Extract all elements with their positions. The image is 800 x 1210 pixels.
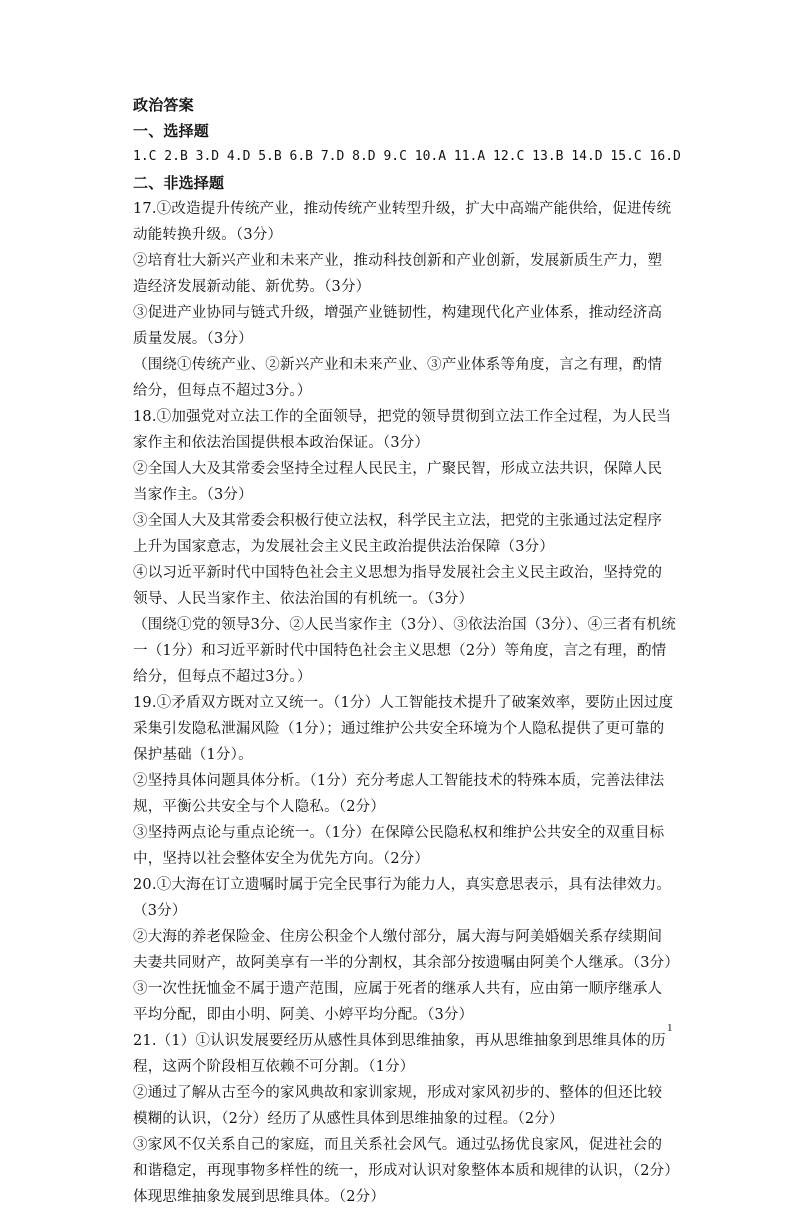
answer-line: （围绕①传统产业、②新兴产业和未来产业、③产业体系等角度，言之有理，酌情给分，但每点不超过3分。） (133, 357, 663, 399)
answer-line: ②培育壮大新兴产业和未来产业，推动科技创新和产业创新，发展新质生产力，塑造经济发展新动能、新优势。（3分） (133, 253, 663, 295)
answer-line: ③促进产业协同与链式升级，增强产业链韧性，构建现代化产业体系，推动经济高质量发展。（3分） (133, 305, 663, 347)
section-heading-nonchoice: 二、非选择题 (133, 174, 225, 192)
answer-lines (133, 196, 680, 1210)
answer-line: ②通过了解从古至今的家风典故和家训家规，形成对家风初步的、整体的但还比较模糊的认识，（2分）经历了从感性具体到思维抽象的过程。（2分） (133, 1085, 663, 1127)
answer-line: 21.（1）①认识发展要经历从感性具体到思维抽象，再从思维抽象到思维具体的历程，这两个阶段相互依赖不可分割。（1分） (133, 1033, 666, 1075)
answer-line: （围绕①党的领导3分、②人民当家作主（3分）、③依法治国（3分）、④三者有机统一（1分）和习近平新时代中国特色社会主义思想（2分）等角度，言之有理，酌情给分，但每点不超过3分。） (133, 617, 676, 685)
answer-line: ②全国人大及其常委会坚持全过程人民民主，广聚民智，形成立法共识，保障人民当家作主。（3分） (133, 461, 663, 503)
answer-line: ③一次性抚恤金不属于遗产范围，应属于死者的继承人共有，应由第一顺序继承人平均分配，即由小明、阿美、小婷平均分配。（3分） (133, 981, 663, 1023)
answer-line: 19.①矛盾双方既对立又统一。（1分）人工智能技术提升了破案效率，要防止因过度采集引发隐私泄漏风险（1分）；通过维护公共安全环境为个人隐私提供了更可靠的保护基础（1分）。 (133, 695, 674, 763)
page-number: 1 (667, 1022, 673, 1034)
answer-line: ②坚持具体问题具体分析。（1分）充分考虑人工智能技术的特殊本质，完善法律法规，平衡公共安全与个人隐私。（2分） (133, 773, 665, 815)
answer-line: 17.①改造提升传统产业，推动传统产业转型升级，扩大中高端产能供给，促进传统动能转换升级。（3分） (133, 201, 672, 243)
answer-line: 18.①加强党对立法工作的全面领导，把党的领导贯彻到立法工作全过程，为人民当家作主和依法治国提供根本政治保证。（3分） (133, 409, 672, 451)
answer-line: ②大海的养老保险金、住房公积金个人缴付部分，属大海与阿美婚姻关系存续期间夫妻共同财产，故阿美享有一半的分割权，其余部分按遗嘱由阿美个人继承。（3分） (133, 929, 680, 971)
answer-line: ③全国人大及其常委会积极行使立法权，科学民主立法，把党的主张通过法定程序上升为国家意志，为发展社会主义民主政治提供法治保障（3分） (133, 513, 663, 555)
section-heading-choice: 一、选择题 (133, 122, 210, 140)
answer-line: ③坚持两点论与重点论统一。（1分）在保障公民隐私权和维护公共安全的双重目标中，坚持以社会整体安全为优先方向。（2分） (133, 825, 665, 867)
choice-answers: 1.C 2.B 3.D 4.D 5.B 6.B 7.D 8.D 9.C 10.A 11.A 12.C 13.B 14.D 15.C 16.D (133, 149, 681, 164)
answer-content (133, 92, 681, 1210)
answer-line: 20.①大海在订立遗嘱时属于完全民事行为能力人，真实意思表示，具有法律效力。（3分） (133, 877, 672, 919)
page-title: 政治答案 (133, 96, 194, 114)
answer-line: ③家风不仅关系自己的家庭，而且关系社会风气。通过弘扬优良家风，促进社会的和谐稳定，再现事物多样性的统一，形成对认识对象整体本质和规律的认识，（2分）体现思维抽象发展到思维具体。（2分） (133, 1137, 672, 1205)
answer-line: ④以习近平新时代中国特色社会主义思想为指导发展社会主义民主政治，坚持党的领导、人民当家作主、依法治国的有机统一。（3分） (133, 565, 663, 607)
